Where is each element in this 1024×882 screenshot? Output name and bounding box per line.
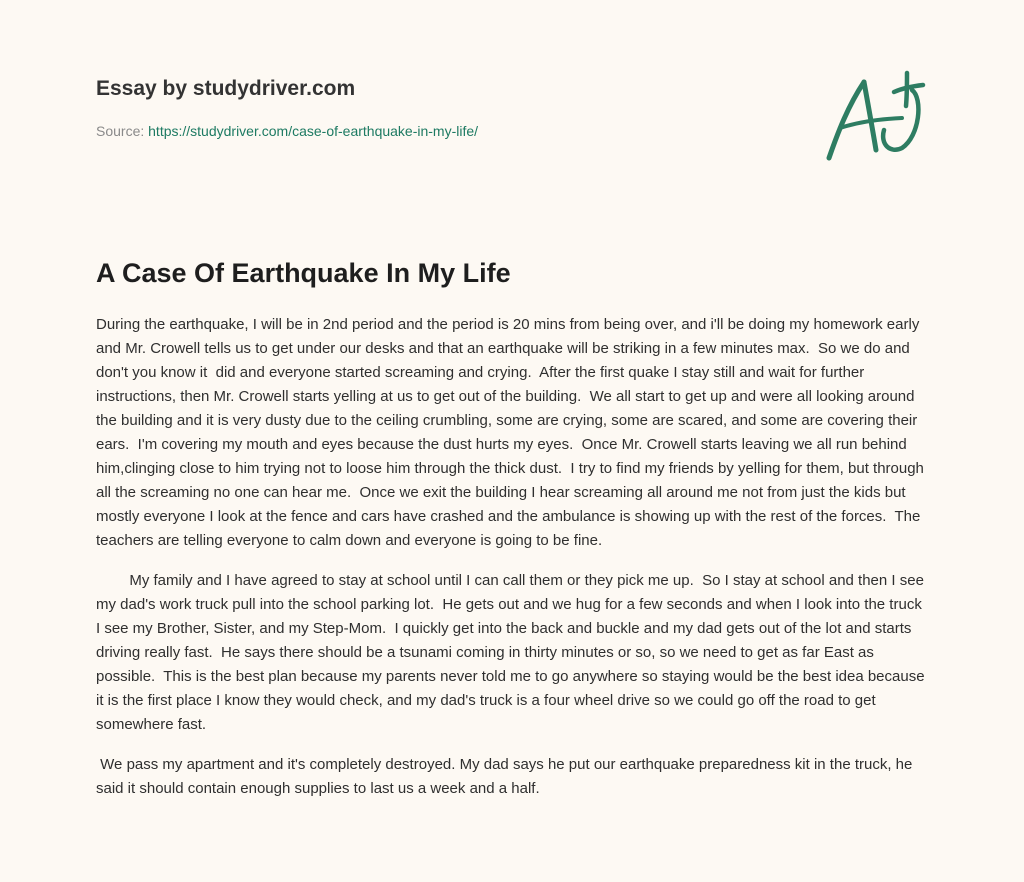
source-label: Source: xyxy=(96,123,149,139)
source-line xyxy=(96,122,736,140)
essay-paragraph: During the earthquake, I will be in 2nd period and the period is 20 mins from being over, and i'll be doing my homework early and Mr. Crowell tells us to get under our desks and that an earthquake will be striking in a few minutes max. So we do and don't you know it did and everyone started screaming and crying. After the first quake I stay still and wait for further instructions, then Mr. Crowell starts yelling at us to get out of the building. We all start to get up and were all looking around the building and it is very dusty due to the ceiling crumbling, some are crying, some are scared, and some are covering their ears. I'm covering my mouth and eyes because the dust hurts my eyes. Once Mr. Crowell starts leaving we all run behind him,clinging close to him trying not to loose him through the thick dust. I try to find my friends by yelling for them, but through all the screaming no one can hear me. Once we exit the building I hear screaming all around me not from just the kids but mostly everyone I look at the fence and cars have crashed and the ambulance is showing up with the rest of the forces. The teachers are telling everyone to calm down and everyone is going to be fine. xyxy=(96,316,929,549)
header-title: Essay by studydriver.com xyxy=(96,77,356,100)
grade-a-plus-logo-icon xyxy=(824,70,926,162)
essay-paragraph: My family and I have agreed to stay at school until I can call them or they pick me up. So I stay at school and then I see my dad's work truck pull into the school parking lot. He gets out and we hug for a few seconds and when I look into the truck I see my Brother, Sister, and my Step-Mom. I quickly get into the back and buckle and my dad gets out of the lot and starts driving really fast. He says there should be a tsunami coming in thirty minutes or so, so we need to get as far East as possible. This is the best plan because my parents never told me to go anywhere so staying would be the best idea because it is the first place I know they would check, and my dad's truck is a four wheel drive so we could go off the road to get somewhere fast. xyxy=(96,572,929,733)
essay-body xyxy=(96,313,929,817)
essay-header xyxy=(96,76,736,140)
essay-title: A Case Of Earthquake In My Life xyxy=(96,258,511,288)
source-link[interactable]: https://studydriver.com/case-of-earthquake-in-my-life/ xyxy=(148,123,479,139)
essay-paragraph: We pass my apartment and it's completely destroyed. My dad says he put our earthquake preparedness kit in the truck, he said it should contain enough supplies to last us a week and a half. xyxy=(96,756,917,797)
